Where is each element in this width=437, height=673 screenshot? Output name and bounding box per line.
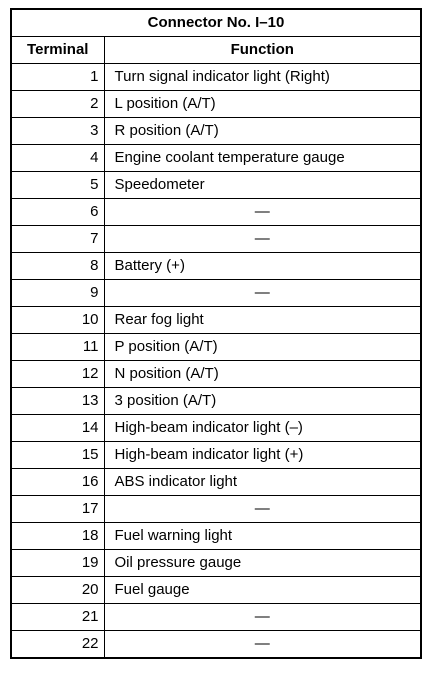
function-cell: Fuel gauge bbox=[104, 577, 421, 604]
terminal-cell: 17 bbox=[11, 496, 104, 523]
terminal-cell: 21 bbox=[11, 604, 104, 631]
table-row bbox=[11, 280, 421, 307]
function-cell: Fuel warning light bbox=[104, 523, 421, 550]
terminal-cell: 10 bbox=[11, 307, 104, 334]
table-row bbox=[11, 64, 421, 91]
table-row bbox=[11, 442, 421, 469]
table-row bbox=[11, 91, 421, 118]
terminal-cell: 6 bbox=[11, 199, 104, 226]
function-cell: 3 position (A/T) bbox=[104, 388, 421, 415]
table-row bbox=[11, 469, 421, 496]
function-cell: — bbox=[104, 280, 421, 307]
table-row bbox=[11, 550, 421, 577]
header-row bbox=[11, 37, 421, 64]
terminal-cell: 4 bbox=[11, 145, 104, 172]
table-title: Connector No. I–10 bbox=[11, 9, 421, 37]
terminal-cell: 5 bbox=[11, 172, 104, 199]
terminal-cell: 15 bbox=[11, 442, 104, 469]
function-cell: Oil pressure gauge bbox=[104, 550, 421, 577]
function-cell: — bbox=[104, 226, 421, 253]
table-row bbox=[11, 145, 421, 172]
table-row bbox=[11, 415, 421, 442]
terminal-header: Terminal bbox=[11, 37, 104, 64]
terminal-cell: 11 bbox=[11, 334, 104, 361]
terminal-cell: 3 bbox=[11, 118, 104, 145]
function-header: Function bbox=[104, 37, 421, 64]
function-cell: — bbox=[104, 199, 421, 226]
function-cell: N position (A/T) bbox=[104, 361, 421, 388]
function-cell: Turn signal indicator light (Right) bbox=[104, 64, 421, 91]
table-row bbox=[11, 253, 421, 280]
function-cell: — bbox=[104, 496, 421, 523]
terminal-cell: 16 bbox=[11, 469, 104, 496]
table-body bbox=[11, 64, 421, 659]
function-cell: — bbox=[104, 604, 421, 631]
function-cell: High-beam indicator light (+) bbox=[104, 442, 421, 469]
function-cell: — bbox=[104, 631, 421, 659]
table-row bbox=[11, 172, 421, 199]
function-cell: ABS indicator light bbox=[104, 469, 421, 496]
connector-table bbox=[10, 8, 422, 659]
function-cell: R position (A/T) bbox=[104, 118, 421, 145]
terminal-cell: 12 bbox=[11, 361, 104, 388]
terminal-cell: 9 bbox=[11, 280, 104, 307]
function-cell: L position (A/T) bbox=[104, 91, 421, 118]
function-cell: Speedometer bbox=[104, 172, 421, 199]
function-cell: High-beam indicator light (–) bbox=[104, 415, 421, 442]
table-row bbox=[11, 334, 421, 361]
terminal-cell: 8 bbox=[11, 253, 104, 280]
function-cell: Engine coolant temperature gauge bbox=[104, 145, 421, 172]
terminal-cell: 1 bbox=[11, 64, 104, 91]
terminal-cell: 2 bbox=[11, 91, 104, 118]
table-row bbox=[11, 577, 421, 604]
table-row bbox=[11, 496, 421, 523]
function-cell: Rear fog light bbox=[104, 307, 421, 334]
terminal-cell: 7 bbox=[11, 226, 104, 253]
function-cell: P position (A/T) bbox=[104, 334, 421, 361]
table-row bbox=[11, 631, 421, 659]
terminal-cell: 13 bbox=[11, 388, 104, 415]
terminal-cell: 14 bbox=[11, 415, 104, 442]
table-row bbox=[11, 523, 421, 550]
table-row bbox=[11, 388, 421, 415]
table-row bbox=[11, 307, 421, 334]
terminal-cell: 19 bbox=[11, 550, 104, 577]
function-cell: Battery (+) bbox=[104, 253, 421, 280]
table-row bbox=[11, 226, 421, 253]
table-row bbox=[11, 199, 421, 226]
title-row bbox=[11, 9, 421, 37]
terminal-cell: 22 bbox=[11, 631, 104, 659]
table-row bbox=[11, 118, 421, 145]
table-row bbox=[11, 361, 421, 388]
table-row bbox=[11, 604, 421, 631]
terminal-cell: 20 bbox=[11, 577, 104, 604]
terminal-cell: 18 bbox=[11, 523, 104, 550]
